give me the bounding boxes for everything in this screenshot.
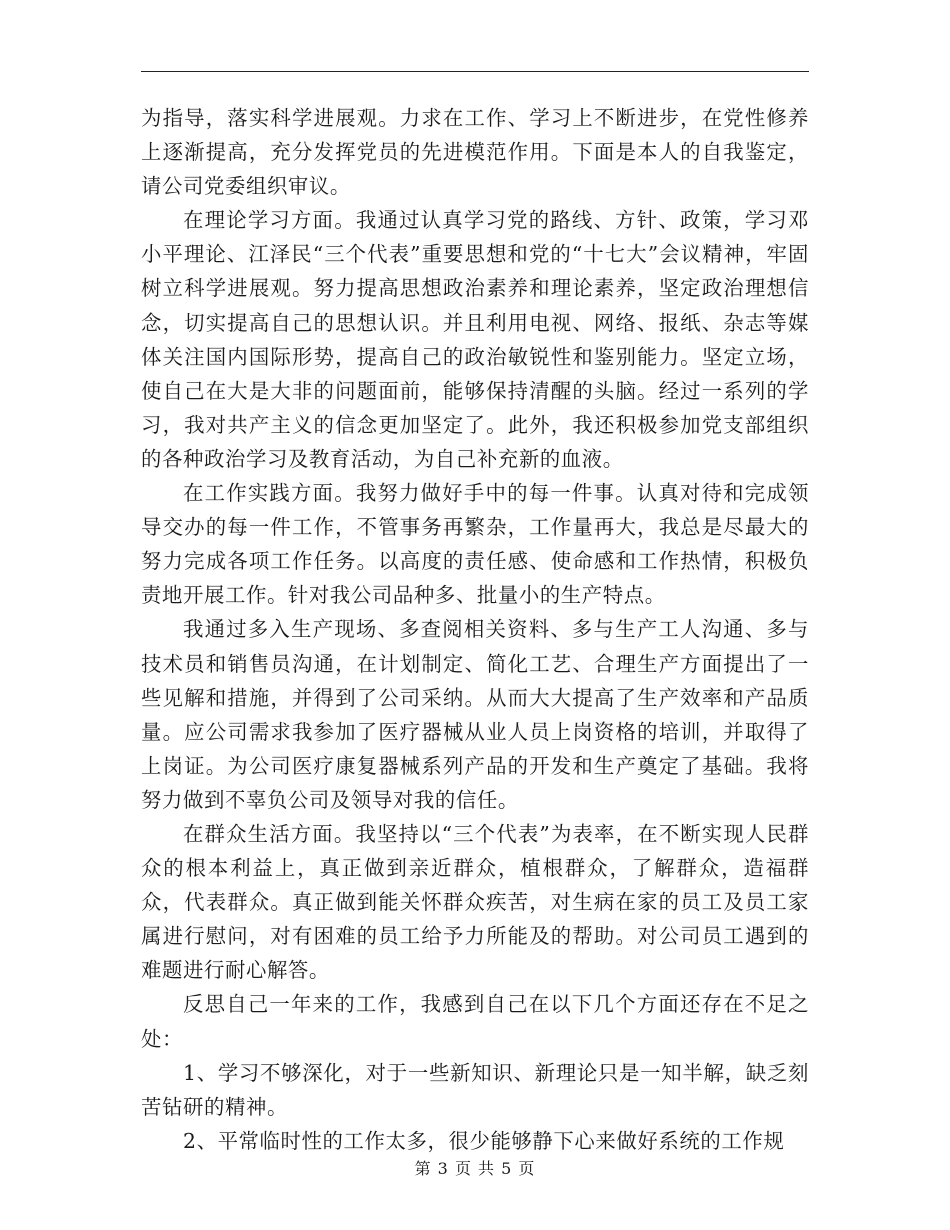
header-rule — [141, 71, 809, 72]
paragraph: 反思自己一年来的工作，我感到自己在以下几个方面还存在不足之处： — [141, 992, 809, 1051]
paragraph: 为指导，落实科学进展观。力求在工作、学习上不断进步，在党性修养上逐渐提高，充分发挥党员的先进模范作用。下面是本人的自我鉴定，请公司党委组织审议。 — [141, 106, 809, 199]
paragraph: 在理论学习方面。我通过认真学习党的路线、方针、政策，学习邓小平理论、江泽民“三个代表”重要思想和党的“十七大”会议精神，牢固树立科学进展观。努力提高思想政治素养和理论素养，坚定政治理想信念，切实提高自己的思想认识。并且利用电视、网络、报纸、杂志等媒体关注国内国际形势，提高自己的政治敏锐性和鉴别能力。坚定立场，使自己在大是大非的问题面前，能够保持清醒的头脑。经过一系列的学习，我对共产主义的信念更加坚定了。此外，我还积极参加党支部组织的各种政治学习及教育活动，为自己补充新的血液。 — [141, 208, 809, 471]
page-footer — [0, 1156, 950, 1179]
paragraph: 我通过多入生产现场、多查阅相关资料、多与生产工人沟通、多与技术员和销售员沟通，在计划制定、简化工艺、合理生产方面提出了一些见解和措施，并得到了公司采纳。从而大大提高了生产效率和产品质量。应公司需求我参加了医疗器械从业人员上岗资格的培训，并取得了上岗证。为公司医疗康复器械系列产品的开发和生产奠定了基础。我将努力做到不辜负公司及领导对我的信任。 — [141, 617, 809, 812]
page-number-label: 第 3 页 共 5 页 — [414, 1159, 536, 1178]
document-body — [141, 101, 809, 1158]
paragraph: 1、学习不够深化，对于一些新知识、新理论只是一知半解，缺乏刻苦钻研的精神。 — [141, 1060, 809, 1119]
paragraph: 在工作实践方面。我努力做好手中的每一件事。认真对待和完成领导交办的每一件工作，不管事务再繁杂，工作量再大，我总是尽最大的努力完成各项工作任务。以高度的责任感、使命感和工作热情，积极负责地开展工作。针对我公司品种多、批量小的生产特点。 — [141, 481, 809, 608]
paragraph: 在群众生活方面。我坚持以“三个代表”为表率，在不断实现人民群众的根本利益上，真正做到亲近群众，植根群众，了解群众，造福群众，代表群众。真正做到能关怀群众疾苦，对生病在家的员工及员工家属进行慰问，对有困难的员工给予力所能及的帮助。对公司员工遇到的难题进行耐心解答。 — [141, 821, 809, 983]
paragraph: 2、平常临时性的工作太多，很少能够静下心来做好系统的工作规 — [183, 1128, 785, 1153]
